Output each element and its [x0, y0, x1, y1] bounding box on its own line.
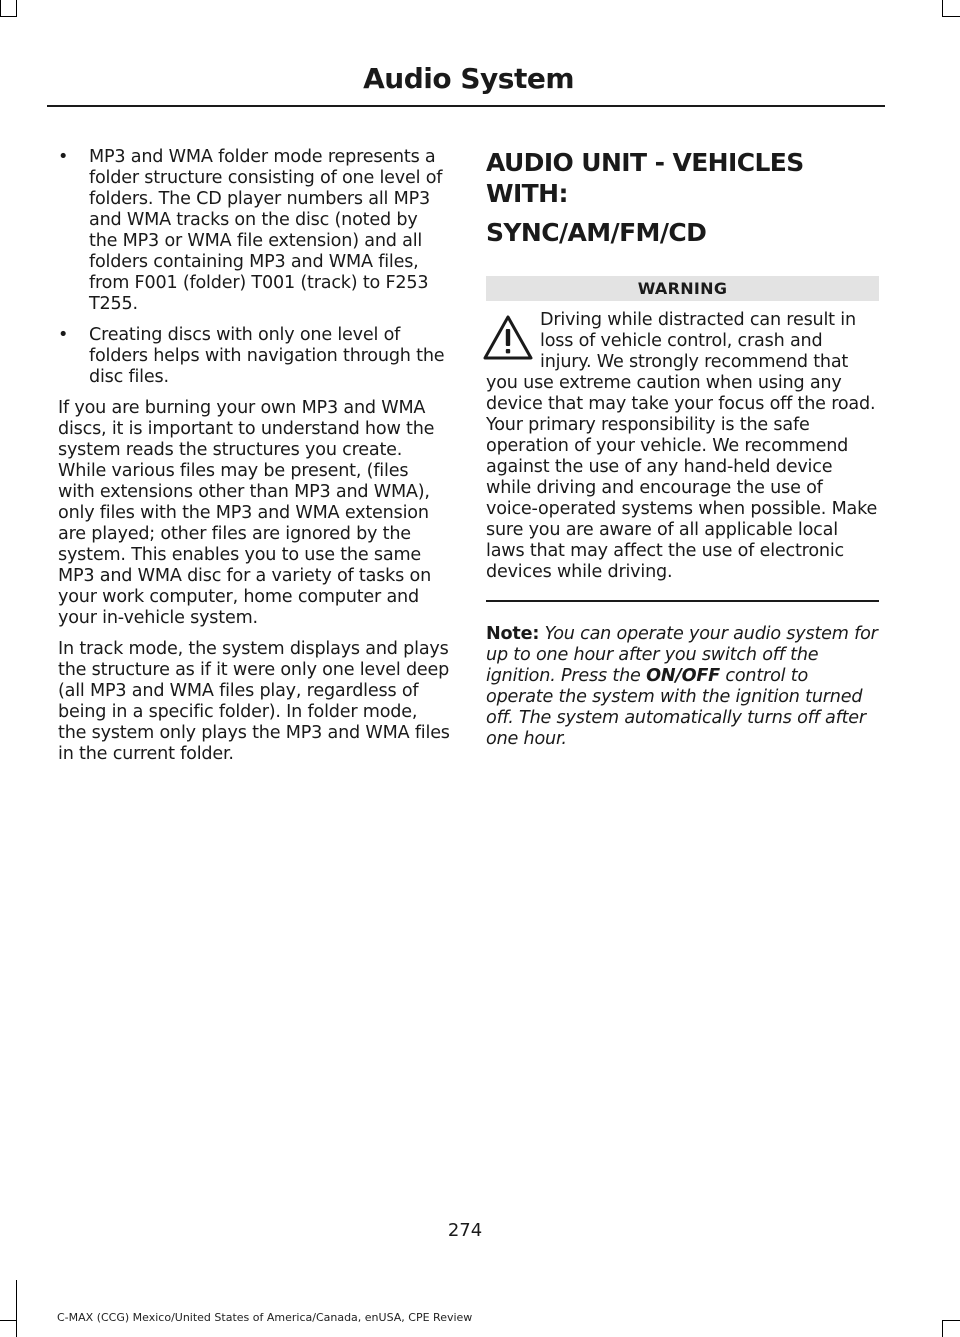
- section-title: Audio System: [363, 62, 574, 95]
- section-heading-line2: SYNC/AM/FM/CD: [486, 218, 707, 247]
- crop-mark: [942, 1320, 943, 1337]
- crop-mark: [942, 0, 943, 17]
- list-item: [58, 325, 450, 388]
- body-paragraph: If you are burning your own MP3 and WMA discs, it is important to understand how the system reads the structures you create. While various files may be present, (files with extensions other than MP3 and WMA), only files with the MP3 and WMA extension are played; other files are ignored by the system. This enables you to use the same MP3 and WMA disc for a variety of tasks on your work computer, home computer and your in-vehicle system.: [58, 398, 435, 628]
- control-name: ON/OFF: [646, 665, 720, 686]
- crop-mark: [943, 16, 960, 17]
- bullet-text: MP3 and WMA folder mode represents a folder structure consisting of one level of folders. The CD player numbers all MP3 and WMA tracks on the disc (noted by the MP3 or WMA file extension) and all folders containing MP3 and WMA files, from F001 (folder) T001 (track) to F253 T255.: [89, 147, 443, 314]
- left-column: [58, 147, 450, 775]
- warning-rule: [486, 600, 879, 602]
- note-text: control to operate the system with the ignition turned off. The system automatically turns off after one hour.: [486, 665, 866, 749]
- warning-title: WARNING: [486, 276, 879, 301]
- crop-mark: [0, 1320, 17, 1321]
- crop-mark: [943, 1320, 960, 1321]
- bullet-symbol: •: [58, 147, 69, 167]
- body-paragraph: In track mode, the system displays and plays the structure as if it were only one level deep (all MP3 and WMA files play, regardless of being in a specific folder). In folder mode, the system only plays the MP3 and WMA files in the current folder.: [58, 639, 450, 764]
- crop-mark: [16, 0, 17, 17]
- crop-mark: [16, 1280, 17, 1337]
- note: [486, 624, 879, 750]
- bullet-symbol: •: [58, 325, 69, 345]
- section-heading: AUDIO UNIT - VEHICLES WITH:: [486, 148, 804, 208]
- document-footer: C-MAX (CCG) Mexico/United States of America/Canada, enUSA, CPE Review: [57, 1311, 473, 1324]
- crop-mark: [0, 16, 17, 17]
- note-label: Note:: [486, 623, 540, 644]
- warning-triangle-icon: [482, 312, 534, 364]
- crop-mark: [0, 0, 1, 17]
- right-column: [486, 147, 879, 767]
- page-number: 274: [447, 1220, 483, 1241]
- list-item: [58, 147, 450, 315]
- warning-box: [486, 310, 879, 583]
- note-text: You can operate your audio system for up to one hour after you switch off the ignition. Press the: [486, 623, 878, 686]
- warning-text: Driving while distracted can result in loss of vehicle control, crash and injury. We strongly recommend that you use extreme caution when using any device that may take your focus off the road. Your primary responsibility is the safe operation of your vehicle. We recommend against the use of any hand-held device while driving and encourage the use of voice-operated systems when possible. Make sure you are aware of all applicable local laws that may affect the use of electronic devices while driving.: [486, 310, 878, 582]
- header-rule: [47, 105, 885, 107]
- bullet-text: Creating discs with only one level of folders helps with navigation through the disc files.: [89, 325, 445, 387]
